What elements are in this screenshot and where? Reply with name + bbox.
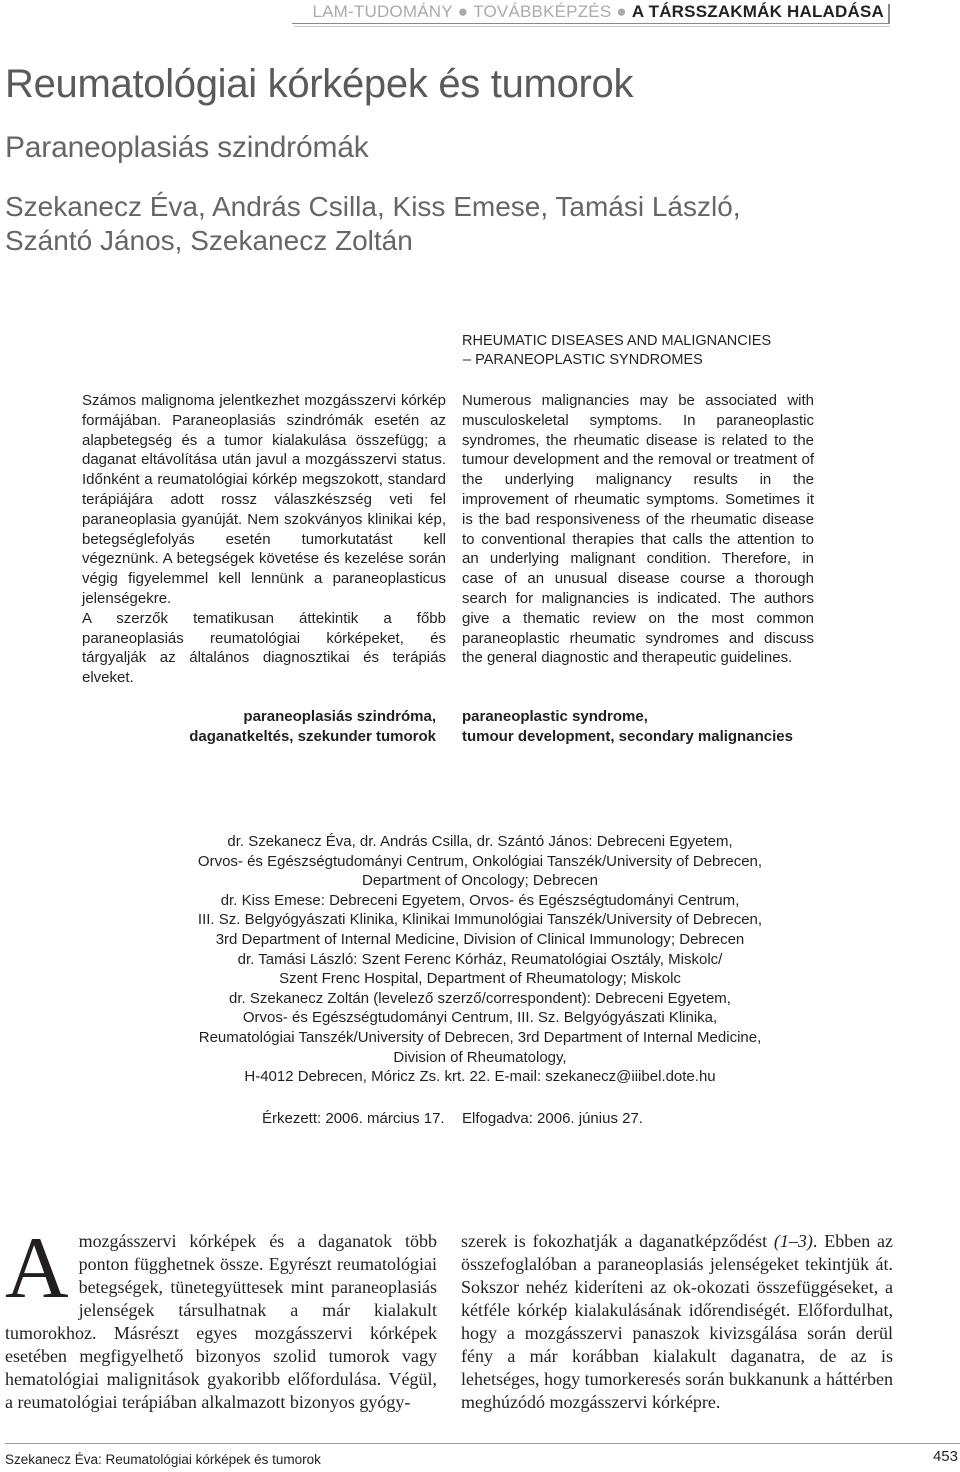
citation-reference: (1–3): [773, 1231, 813, 1251]
affiliation-line: Reumatológiai Tanszék/University of Debrecen, 3rd Department of Internal Medicine,: [198, 1028, 762, 1046]
keywords-english: [462, 707, 862, 747]
keyword-line: daganatkeltés, szekunder tumorok: [189, 728, 436, 745]
affiliation-line: Szent Frenc Hospital, Department of Rheumatology; Miskolc: [279, 970, 681, 988]
affiliation-line: dr. Szekanecz Zoltán (levelező szerző/correspondent): Debreceni Egyetem,: [229, 989, 731, 1007]
affiliation-line: dr. Szekanecz Éva, dr. András Csilla, dr. Szántó János: Debreceni Egyetem,: [227, 833, 733, 850]
abstract-paragraph: Numerous malignancies may be associated with musculoskeletal symptoms. In paraneoplastic syndromes, the rheumatic disease is related to the tumour development and the removal or treatment of the underlying malignancy results in the improvement of rheumatic symptoms. Sometimes it is the bad responsiveness of the rheumatic disease to conventional therapies that calls the attention to an underlying malignant condition. Therefore, in case of an unusual disease course a thorough search for malignancies is indicated. The authors give a thematic review on the most common paraneoplastic rheumatic syndromes and discuss the general diagnostic and therapeutic guidelines.: [462, 392, 814, 667]
accepted-date: Elfogadva: 2006. június 27.: [462, 1110, 643, 1127]
header-rule: [292, 23, 888, 24]
author-line: Szekanecz Éva, András Csilla, Kiss Emese, Tamási László,: [5, 191, 741, 222]
author-affiliations: [80, 832, 880, 1087]
body-column-right: [461, 1230, 893, 1414]
page-number: 453: [932, 1448, 958, 1465]
author-line: Szántó János, Szekanecz Zoltán: [5, 225, 413, 256]
affiliation-line: Department of Oncology; Debrecen: [362, 872, 598, 890]
received-date: Érkezett: 2006. március 17.: [262, 1110, 445, 1127]
abstract-english: [462, 391, 814, 668]
article-subtitle: Paraneoplasiás szindrómák: [5, 131, 369, 164]
journal-section-header: [292, 2, 884, 22]
affiliation-line: Orvos- és Egészségtudományi Centrum, III. Sz. Belgyógyászati Klinika,: [242, 1009, 718, 1027]
article-title: Reumatológiai kórképek és tumorok: [5, 62, 634, 106]
affiliation-line: 3rd Department of Internal Medicine, Division of Clinical Immunology; Debrecen: [215, 930, 745, 948]
body-text: szerek is fokozhatják a daganatképződést: [461, 1231, 774, 1251]
keywords-hungarian: [150, 707, 436, 747]
keyword-line: paraneoplasiás szindróma,: [243, 708, 436, 725]
footer-running-title: Szekanecz Éva: Reumatológiai kórképek és tumorok: [5, 1452, 321, 1467]
affiliation-line: Division of Rheumatology,: [393, 1048, 567, 1066]
header-rule-cap: [888, 4, 890, 24]
header-rule-shadow: [294, 26, 890, 27]
drop-cap: A: [5, 1220, 69, 1317]
body-text: mozgásszervi kórképek és a daganatok több ponton függhetnek össze. Egyrészt reumatológiai betegségek, tünetegyüttesek mint paraneoplasiás jelenségek társulhatnak a már kialakult tumorokhoz. Másrészt egyes mozgásszervi kórképek esetében megfigyelhető bizonyos szolid tumorok vagy hematológiai malignitások gyakoribb előfordulása. Végül, a reumatológiai terápiában alkalmazott bizonyos gyógy-: [5, 1231, 437, 1412]
affiliation-line: dr. Kiss Emese: Debreceni Egyetem, Orvos- és Egészségtudományi Centrum,: [220, 891, 740, 909]
abstract-paragraph: A szerzők tematikusan áttekintik a főbb paraneoplasiás reumatológiai kórképeket, és tárgyalják az általános diagnosztikai és terápiás elveket.: [82, 609, 446, 687]
affiliation-line: dr. Tamási László: Szent Ferenc Kórház, Reumatológiai Osztály, Miskolc/: [237, 950, 723, 968]
footer-rule: [5, 1443, 960, 1444]
body-column-left: [5, 1220, 437, 1414]
english-title-line: – PARANEOPLASTIC SYNDROMES: [463, 352, 703, 368]
english-title-line: RHEUMATIC DISEASES AND MALIGNANCIES: [462, 333, 772, 349]
affiliation-line: Orvos- és Egészségtudományi Centrum, Onkológiai Tanszék/University of Debrecen,: [197, 852, 763, 870]
bullet-icon: ●: [457, 2, 469, 21]
header-section-current: A TÁRSSZAKMÁK HALADÁSA: [631, 2, 884, 21]
header-section-lam-tudomany: LAM-TUDOMÁNY: [312, 2, 453, 21]
english-title: [462, 332, 771, 370]
author-list: [5, 190, 741, 258]
body-text: . Ebben az összefoglalóban a paraneoplasiás jelenségeket tekintjük át. Sokszor nehéz kideríteni az ok-okozati összefüggéseket, a kétféle kórkép kialakulásának időrendiségét. Előfordulhat, hogy a mozgásszervi panaszok kivizsgálása során derül fény a már korábban kialakult daganatra, de az is lehetséges, hogy tumorkeresés során bukkanunk a háttérben meghúzódó mozgásszervi kórképre.: [461, 1231, 894, 1412]
affiliation-line: III. Sz. Belgyógyászati Klinika, Klinikai Immunológiai Tanszék/University of Debrecen,: [197, 911, 763, 929]
keyword-line: paraneoplastic syndrome,: [462, 708, 648, 725]
correspondence-address: H-4012 Debrecen, Móricz Zs. krt. 22. E-mail: szekanecz@iiibel.dote.hu: [244, 1068, 716, 1086]
header-section-tovabbkepzes: TOVÁBBKÉPZÉS: [473, 2, 612, 21]
abstract-hungarian: [82, 391, 446, 688]
abstract-paragraph: Számos malignoma jelentkezhet mozgásszervi kórkép formájában. Paraneoplasiás szindrómák esetén az alapbetegség és a tumor kialakulása összefügg; a daganat eltávolítása után javul a mozgásszervi status. Időnként a reumatológiai kórkép megszokott, standard terápiájára adott rossz válaszkészség veti fel paraneoplasia gyanúját. Nem szokványos klinikai kép, betegséglefolyás esetén tumorkutatást kell végeznünk. A betegségek követése és kezelése során végig figyelemmel kell lennünk a paraneoplasticus jelenségekre.: [82, 392, 446, 607]
bullet-icon: ●: [616, 2, 627, 21]
keyword-line: tumour development, secondary malignancies: [462, 728, 793, 745]
